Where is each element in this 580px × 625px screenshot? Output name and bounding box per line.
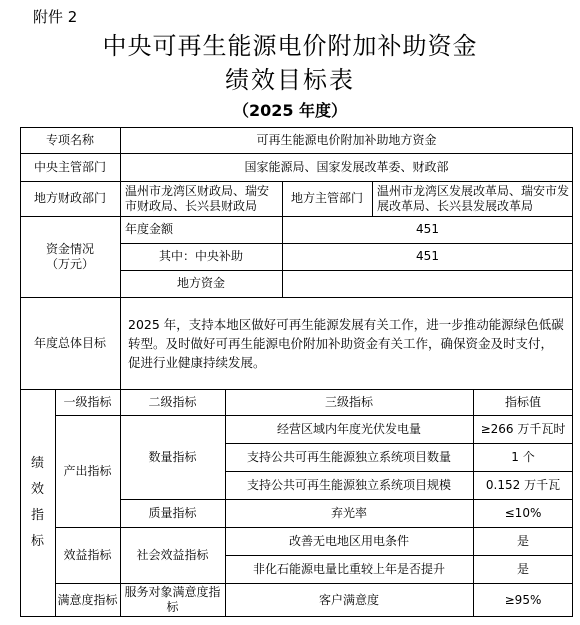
local-finance-value: 温州市龙湾区财政局、瑞安市财政局、长兴县财政局: [125, 183, 270, 213]
table-row-indicator: 弃光率: [330, 505, 367, 520]
local-finance-label: 地方财政部门: [33, 191, 106, 205]
local-funds-label: 地方资金: [176, 276, 225, 290]
col-header-level3: 三级指标: [324, 394, 373, 409]
table-row-value: 0.152 万千瓦: [485, 477, 561, 492]
document-title: 中央可再生能源电价附加补助资金: [102, 32, 478, 60]
central-subsidy-value: 451: [416, 249, 439, 263]
social-benefit-label: 社会效益指标: [136, 547, 209, 562]
annual-amount-label: 年度金额: [125, 222, 174, 236]
perf-char: 绩: [30, 456, 44, 471]
central-subsidy-label: 其中：中央补助: [158, 249, 243, 263]
table-row-value: ≥266 万千瓦时: [480, 421, 566, 436]
table-row-indicator: 支持公共可再生能源独立系统项目数量: [246, 449, 451, 464]
table-row-indicator: 客户满意度: [318, 592, 379, 607]
document-subtitle: 绩效目标表: [225, 66, 355, 94]
table-row-value: ≥95%: [504, 592, 542, 607]
year-label: （2025 年度）: [232, 101, 348, 120]
table-row-value: 是: [516, 561, 529, 576]
table-row-indicator: 支持公共可再生能源独立系统项目规模: [246, 477, 451, 492]
table-row-value: 1 个: [511, 449, 535, 464]
perf-char: 效: [30, 482, 44, 497]
perf-char: 指: [30, 508, 44, 523]
table-row-indicator: 非化石能源电量比重较上年是否提升: [252, 561, 445, 576]
attachment-label: 附件 2: [33, 8, 78, 26]
table-row-value: 是: [516, 533, 529, 548]
quantity-indicator-label: 数量指标: [148, 449, 197, 464]
annual-goal-text: 2025 年，支持本地区做好可再生能源发展有关工作，进一步推动能源绿色低碳转型。及时做好可再生能源电价附加补助资金有关工作，确保资金及时支付，促进行业健康持续发展。: [128, 316, 564, 370]
quality-indicator-label: 质量指标: [148, 505, 197, 520]
service-satisfaction-label: 服务对象满意度指标: [124, 585, 221, 614]
table-row-indicator: 改善无电地区用电条件: [288, 533, 409, 548]
local-funds-value: [282, 270, 573, 297]
satisfaction-indicator-label: 满意度指标: [57, 592, 118, 607]
performance-indicators-label: [20, 389, 55, 617]
benefit-indicator-label: 效益指标: [63, 547, 112, 562]
col-header-value: 指标值: [504, 394, 541, 409]
col-header-level1: 一级指标: [63, 394, 112, 409]
funds-label: 资金情况（万元）: [45, 241, 94, 271]
project-name-label: 专项名称: [45, 132, 94, 147]
annual-amount-value: 451: [416, 222, 439, 236]
table-row-value: ≤10%: [504, 505, 542, 520]
output-indicator-label: 产出指标: [63, 463, 112, 478]
project-name-value: 可再生能源电价附加补助地方资金: [256, 132, 437, 147]
table-row-indicator: 经营区域内年度光伏发电量: [276, 421, 421, 436]
central-dept-value: 国家能源局、国家发展改革委、财政部: [244, 159, 449, 174]
annual-goal-label: 年度总体目标: [33, 335, 106, 350]
perf-char: 标: [30, 534, 44, 549]
local-dept-label: 地方主管部门: [290, 191, 363, 205]
col-header-level2: 二级指标: [148, 394, 197, 409]
central-dept-label: 中央主管部门: [33, 159, 106, 174]
local-dept-value: 温州市龙湾区发展改革局、瑞安市发展改革局、长兴县发展改革局: [377, 183, 570, 213]
